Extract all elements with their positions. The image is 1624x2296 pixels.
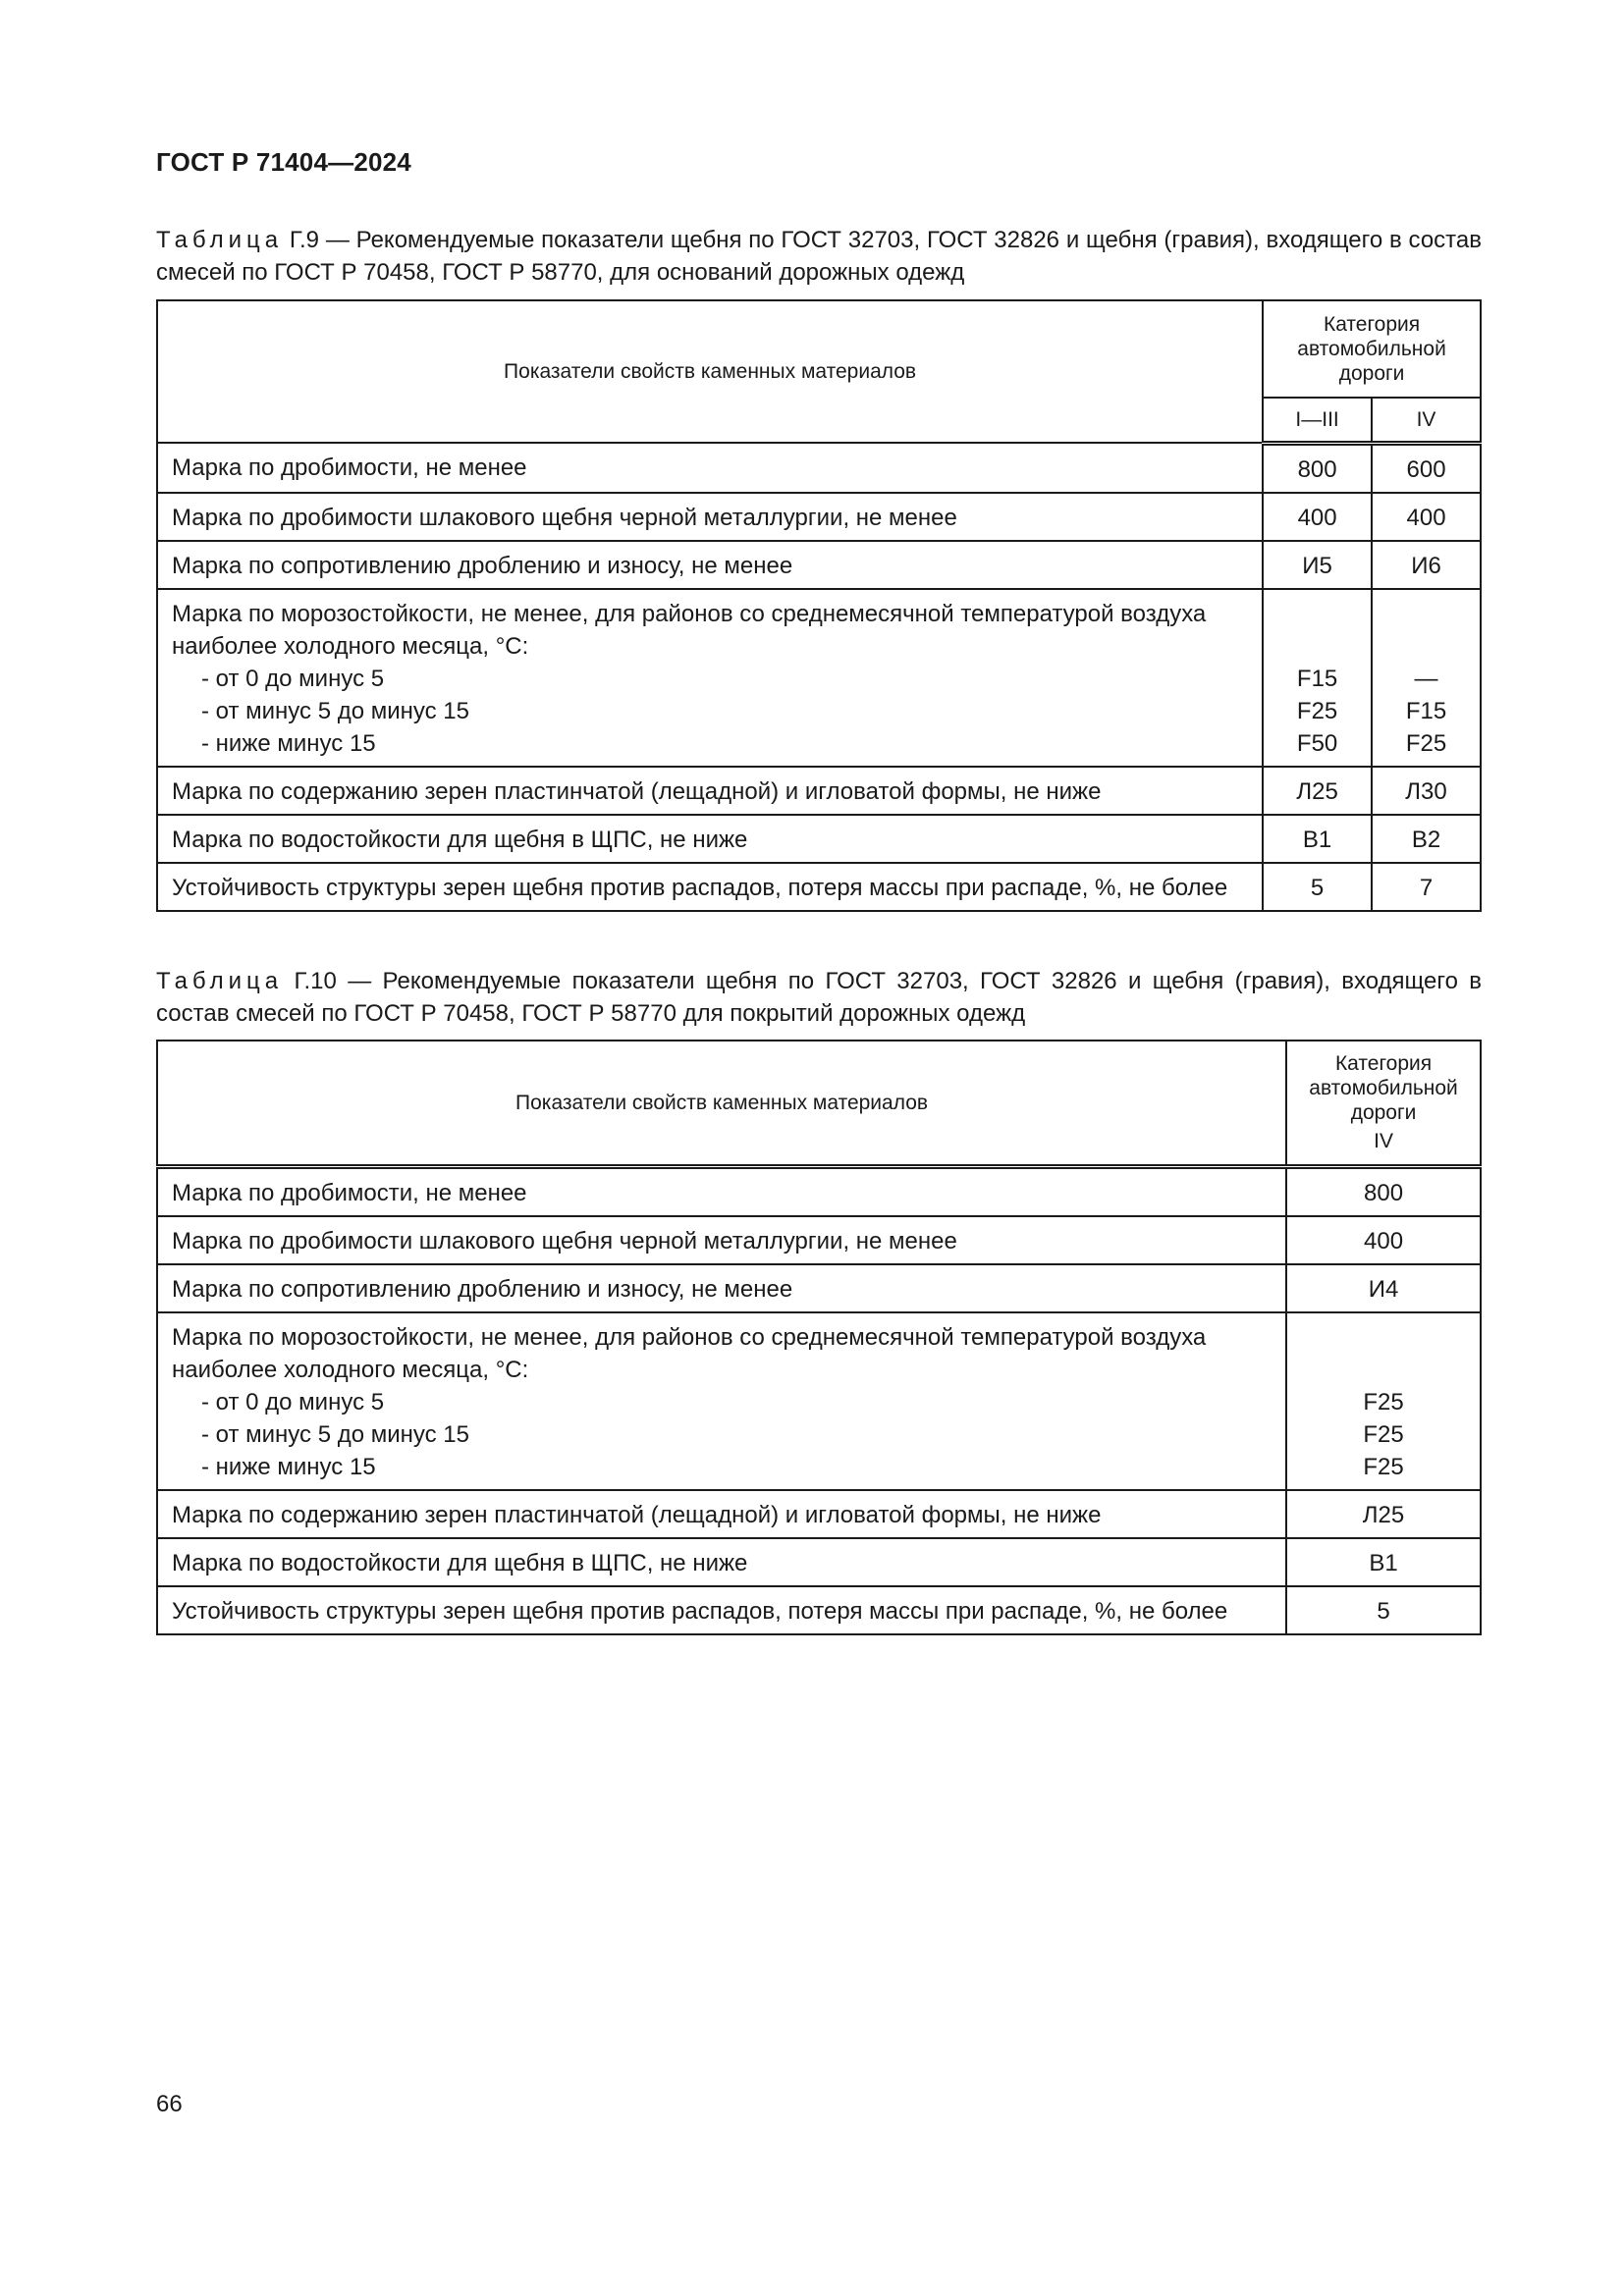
row-label: Марка по сопротивлению дроблению и износу, не менее [157, 541, 1263, 589]
row-label: Марка по содержанию зерен пластинчатой (лещадной) и игловатой формы, не ниже [157, 767, 1263, 815]
row-value [1263, 589, 1372, 767]
table-row [157, 1216, 1481, 1264]
page-number: 66 [156, 2091, 183, 2117]
table-g9-header-sub-2: IV [1372, 398, 1481, 443]
row-value: 800 [1263, 443, 1372, 493]
frost-label: Марка по морозостойкости, не менее, для районов со среднемесячной температурой воздуха наиболее холодного месяца, °С: [172, 1323, 1207, 1383]
row-value: И4 [1286, 1264, 1481, 1312]
row-value: 400 [1372, 493, 1481, 541]
row-value: 400 [1286, 1216, 1481, 1264]
table-g10-caption [156, 965, 1482, 1030]
row-value: В1 [1263, 815, 1372, 863]
row-label: Марка по дробимости шлакового щебня черной металлургии, не менее [157, 1216, 1286, 1264]
frost-value: — [1414, 665, 1438, 692]
table-row [157, 493, 1481, 541]
table-row [157, 1264, 1481, 1312]
table-row [157, 1166, 1481, 1216]
table-row [157, 863, 1481, 911]
frost-value: F15 [1296, 665, 1338, 692]
row-value: В2 [1372, 815, 1481, 863]
row-value: 7 [1372, 863, 1481, 911]
frost-label: Марка по морозостойкости, не менее, для районов со среднемесячной температурой воздуха наиболее холодного месяца, °С: [172, 600, 1207, 660]
frost-value: F50 [1296, 729, 1338, 757]
row-value: И6 [1372, 541, 1481, 589]
frost-value: F25 [1405, 729, 1447, 757]
table-g9-body [157, 443, 1481, 911]
table-g10-header-sub-1: IV [1374, 1130, 1393, 1153]
frost-sub-label: - ниже минус 15 [201, 729, 376, 757]
row-value: 5 [1263, 863, 1372, 911]
table-row [157, 1538, 1481, 1586]
table-row [157, 767, 1481, 815]
row-label: Марка по водостойкости для щебня в ЩПС, не ниже [157, 815, 1263, 863]
row-label: Марка по содержанию зерен пластинчатой (лещадной) и игловатой формы, не ниже [157, 1490, 1286, 1538]
row-label [157, 589, 1263, 767]
row-value: Л25 [1286, 1490, 1481, 1538]
table-g10-caption-text: Г.10 — Рекомендуемые показатели щебня по ГОСТ 32703, ГОСТ 32826 и щебня (гравия), входящего в состав смесей по ГОСТ Р 70458, ГОСТ Р 58770 для покрытий дорожных одежд [156, 968, 1482, 1027]
table-g9 [156, 299, 1482, 912]
row-label [157, 1312, 1286, 1490]
row-value: 800 [1286, 1166, 1481, 1216]
row-label: Марка по дробимости шлакового щебня черной металлургии, не менее [157, 493, 1263, 541]
table-row [157, 443, 1481, 493]
table-row [157, 1490, 1481, 1538]
table-g10-header-property: Показатели свойств каменных материалов [157, 1041, 1286, 1166]
table-g10-caption-prefix: Таблица [156, 968, 284, 994]
row-value: В1 [1286, 1538, 1481, 1586]
row-value: 5 [1286, 1586, 1481, 1634]
table-g9-header-sub-1: I—III [1263, 398, 1372, 443]
table-g9-header-category: Категория автомобильной дороги [1263, 300, 1481, 398]
row-value: И5 [1263, 541, 1372, 589]
frost-value: F25 [1363, 1420, 1404, 1448]
table-g10-header-category [1286, 1041, 1481, 1166]
row-value [1286, 1312, 1481, 1490]
row-value: 400 [1263, 493, 1372, 541]
table-g9-caption [156, 224, 1482, 289]
row-value: 600 [1372, 443, 1481, 493]
frost-value: F25 [1296, 697, 1338, 724]
table-g10-header-category-label: Категория автомобильной дороги [1309, 1052, 1458, 1125]
frost-value: F15 [1405, 697, 1447, 724]
row-value: Л30 [1372, 767, 1481, 815]
table-row [157, 815, 1481, 863]
row-label: Устойчивость структуры зерен щебня против распадов, потеря массы при распаде, %, не более [157, 863, 1263, 911]
table-g9-header-property: Показатели свойств каменных материалов [157, 300, 1263, 443]
frost-value: F25 [1363, 1453, 1404, 1480]
frost-sub-label: - от минус 5 до минус 15 [201, 697, 469, 724]
row-label: Устойчивость структуры зерен щебня против распадов, потеря массы при распаде, %, не более [157, 1586, 1286, 1634]
row-label: Марка по дробимости, не менее [157, 1166, 1286, 1216]
frost-sub-label: - от 0 до минус 5 [201, 665, 385, 692]
frost-value: F25 [1363, 1388, 1404, 1415]
document-header: ГОСТ Р 71404—2024 [156, 147, 411, 177]
table-g9-caption-prefix: Таблица [156, 227, 284, 253]
table-row-frost [157, 1312, 1481, 1490]
table-g10 [156, 1040, 1482, 1635]
table-g9-caption-text: Г.9 — Рекомендуемые показатели щебня по ГОСТ 32703, ГОСТ 32826 и щебня (гравия), входящего в состав смесей по ГОСТ Р 70458, ГОСТ Р 58770, для оснований дорожных одежд [156, 227, 1482, 286]
row-value [1372, 589, 1481, 767]
row-label: Марка по дробимости, не менее [157, 443, 1263, 493]
frost-sub-label: - от 0 до минус 5 [201, 1388, 385, 1415]
row-label: Марка по водостойкости для щебня в ЩПС, не ниже [157, 1538, 1286, 1586]
table-row [157, 541, 1481, 589]
table-row-frost [157, 589, 1481, 767]
table-row [157, 1586, 1481, 1634]
row-label: Марка по сопротивлению дроблению и износу, не менее [157, 1264, 1286, 1312]
table-g10-body [157, 1166, 1481, 1634]
frost-sub-label: - от минус 5 до минус 15 [201, 1420, 469, 1448]
frost-sub-label: - ниже минус 15 [201, 1453, 376, 1480]
row-value: Л25 [1263, 767, 1372, 815]
